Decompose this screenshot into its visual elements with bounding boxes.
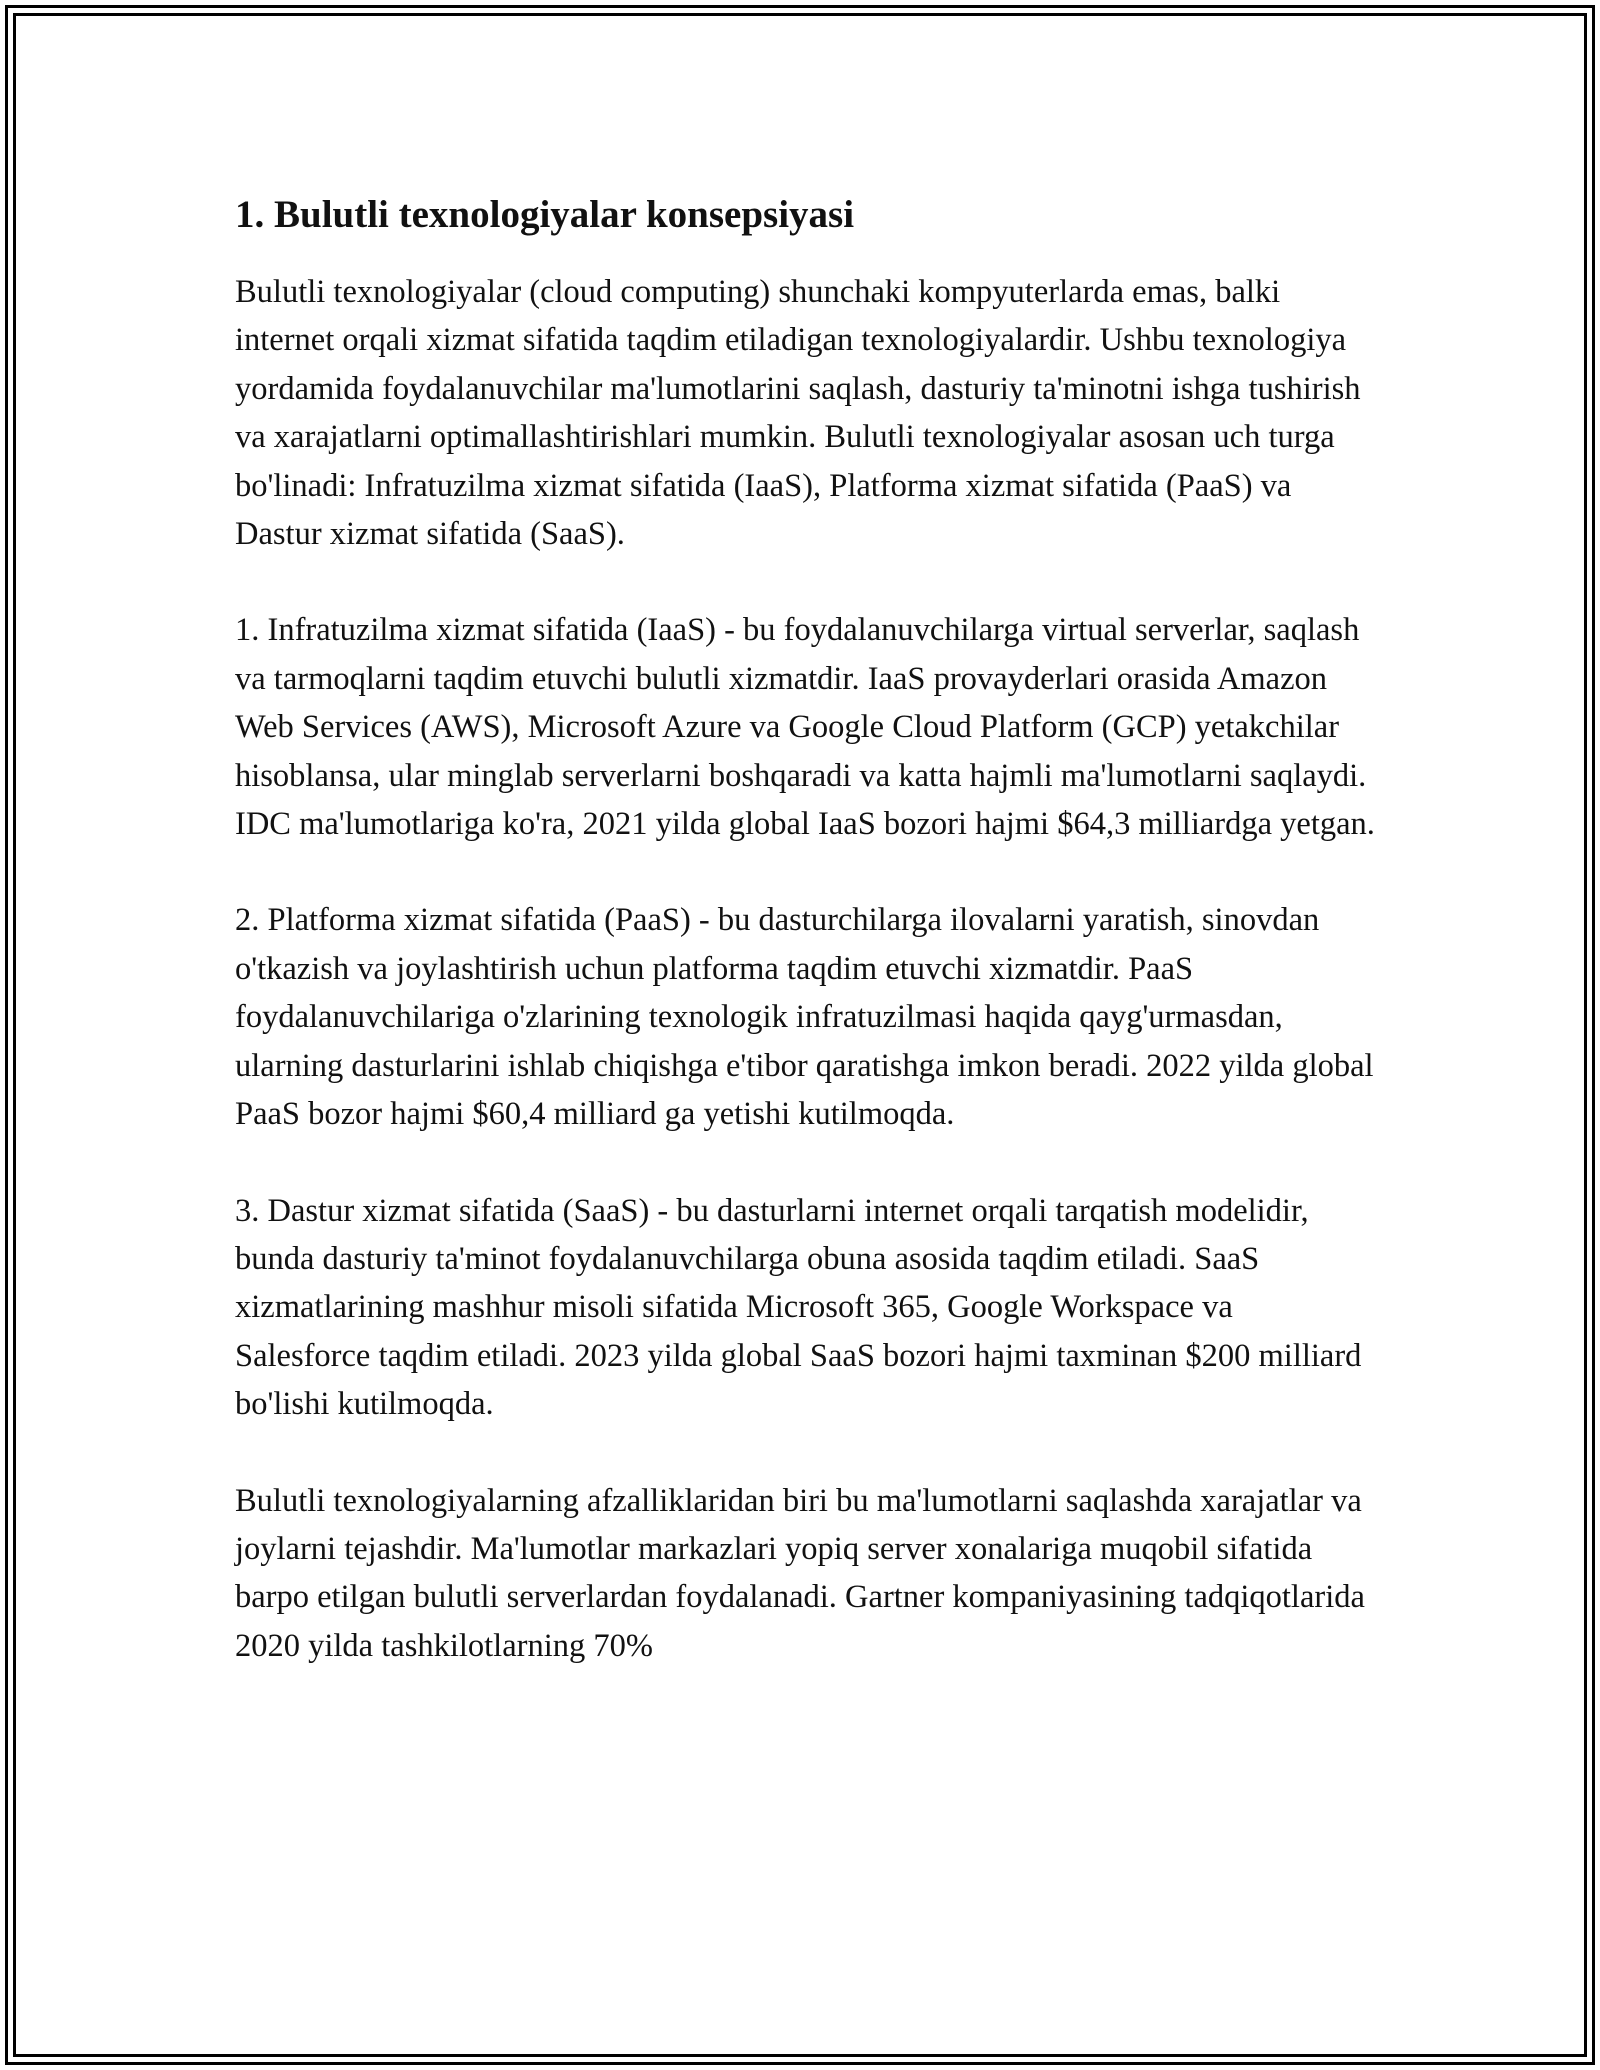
document-body: [235, 188, 1375, 1670]
paragraph-intro: Bulutli texnologiyalar (cloud computing) shunchaki kompyuterlarda emas, balki internet orqali xizmat sifatida taqdim etiladigan texnologiyalardir. Ushbu texnologiya yordamida foydalanuvchilar ma'lumotlarini saqlash, dasturiy ta'minotni ishga tushirish va xarajatlarni optimallashtirishlari mumkin. Bulutli texnologiyalar asosan uch turga bo'linadi: Infratuzilma xizmat sifatida (IaaS), Platforma xizmat sifatida (PaaS) va Dastur xizmat sifatida (SaaS).: [235, 274, 1361, 553]
document-title: 1. Bulutli texnologiyalar konsepsiyasi: [235, 193, 855, 236]
paragraph-iaas: 1. Infratuzilma xizmat sifatida (IaaS) - bu foydalanuvchilarga virtual serverlar, saqlash va tarmoqlarni taqdim etuvchi bulutli xizmatdir. IaaS provayderlari orasida Amazon Web Services (AWS), Microsoft Azure va Google Cloud Platform (GCP) yetakchilar hisoblansa, ular minglab serverlarni boshqaradi va katta hajmli ma'lumotlarni saqlaydi. IDC ma'lumotlariga ko'ra, 2021 yilda global IaaS bozori hajmi $64,3 milliardga yetgan.: [235, 612, 1375, 843]
paragraph-advantages: Bulutli texnologiyalarning afzalliklaridan biri bu ma'lumotlarni saqlashda xarajatlar va joylarni tejashdir. Ma'lumotlar markazlari yopiq server xonalariga muqobil sifatida barpo etilgan bulutli serverlardan foydalanadi. Gartner kompaniyasining tadqiqotlarida 2020 yilda tashkilotlarning 70%: [235, 1482, 1365, 1664]
paragraph-paas: 2. Platforma xizmat sifatida (PaaS) - bu dasturchilarga ilovalarni yaratish, sinovdan o'tkazish va joylashtirish uchun platforma taqdim etuvchi xizmatdir. PaaS foydalanuvchilariga o'zlarining texnologik infratuzilmasi haqida qayg'urmasdan, ularning dasturlarini ishlab chiqishga e'tibor qaratishga imkon beradi. 2022 yilda global PaaS bozor hajmi $60,4 milliard ga yetishi kutilmoqda.: [235, 902, 1374, 1133]
paragraph-saas: 3. Dastur xizmat sifatida (SaaS) - bu dasturlarni internet orqali tarqatish modelidir, bunda dasturiy ta'minot foydalanuvchilarga obuna asosida taqdim etiladi. SaaS xizmatlarining mashhur misoli sifatida Microsoft 365, Google Workspace va Salesforce taqdim etiladi. 2023 yilda global SaaS bozori hajmi taxminan $200 milliard bo'lishi kutilmoqda.: [235, 1192, 1362, 1423]
